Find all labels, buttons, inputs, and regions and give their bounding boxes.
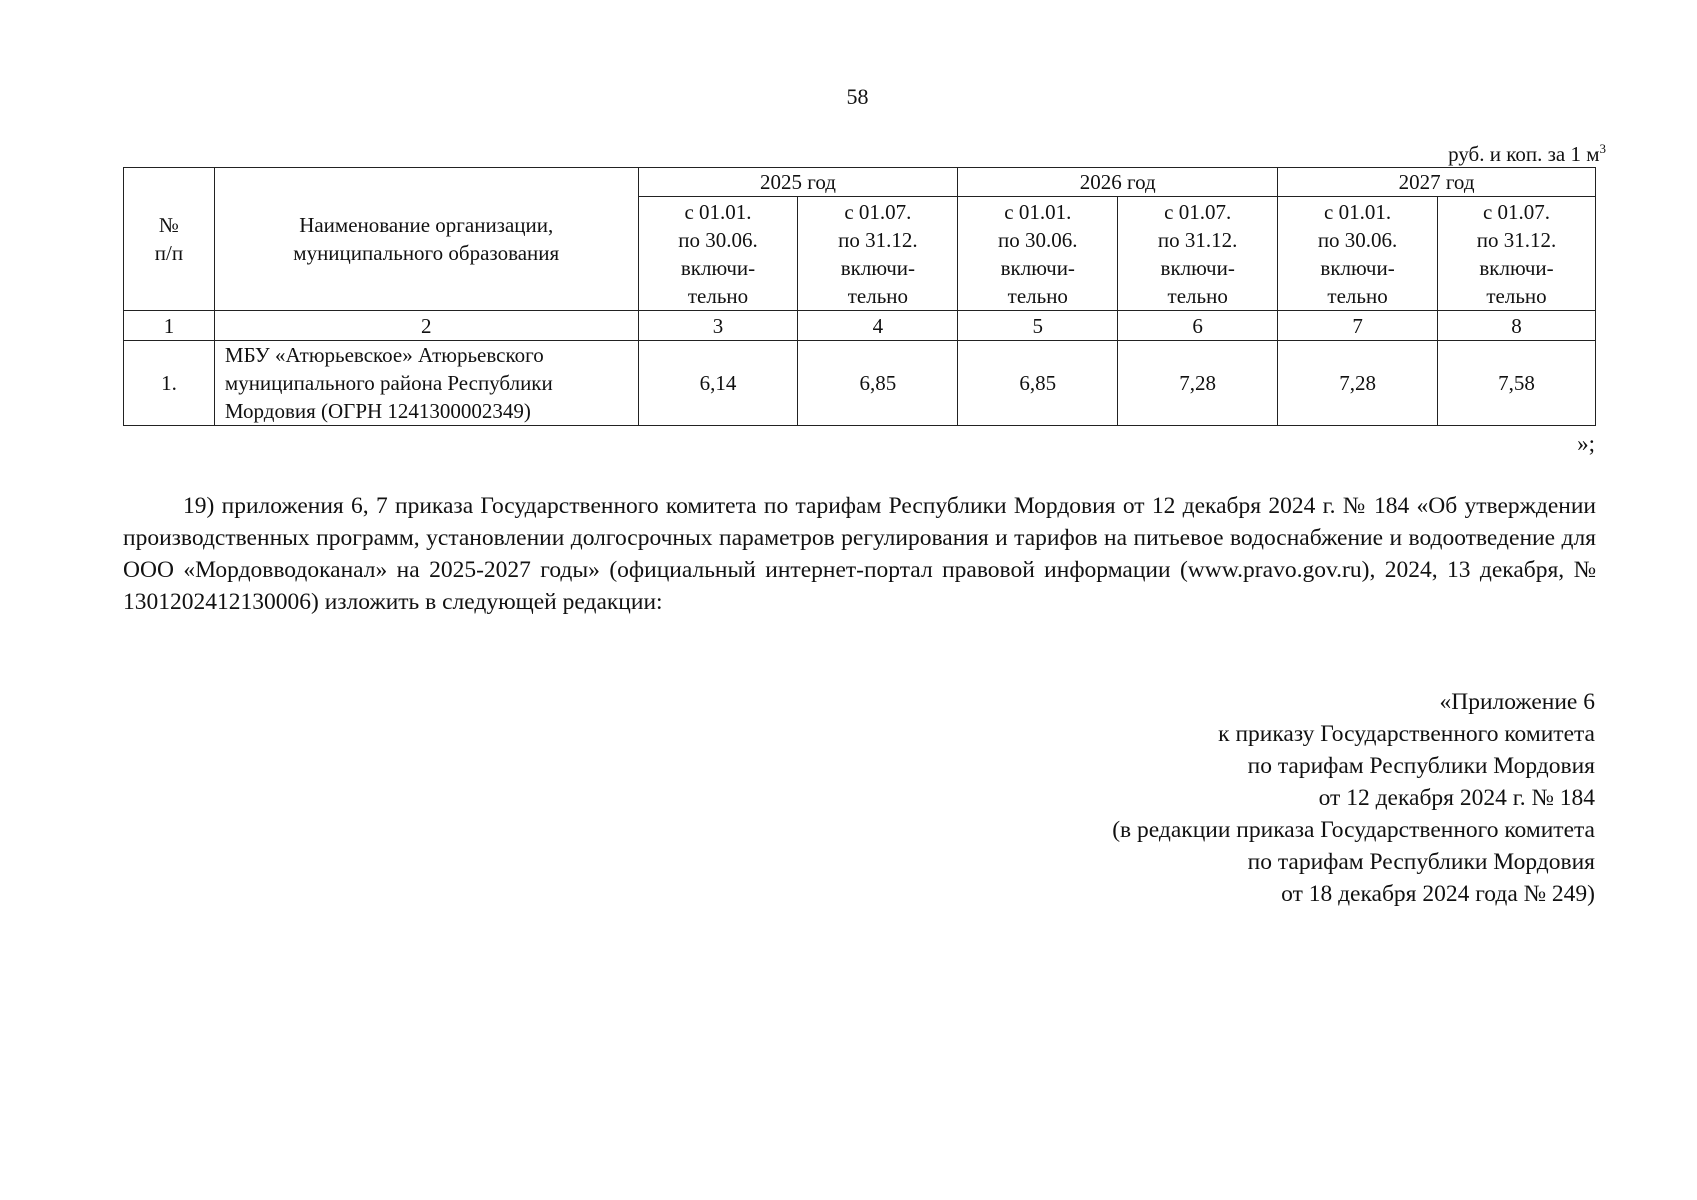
appendix-line: к приказу Государственного комитета <box>1218 721 1595 747</box>
organization-name-line: Мордовия (ОГРН 1241300002349) <box>224 399 531 423</box>
header-year-2026: 2026 год <box>958 168 1278 197</box>
page-number: 58 <box>846 84 869 109</box>
column-number: 8 <box>1438 311 1596 341</box>
table-column-numbers-row <box>124 311 1596 341</box>
column-number: 4 <box>798 311 958 341</box>
row-number: 1. <box>124 341 215 426</box>
appendix-line: по тарифам Республики Мордовия <box>1247 849 1595 875</box>
appendix-line: по тарифам Республики Мордовия <box>1247 753 1595 779</box>
units-text: руб. и коп. за 1 м <box>1448 142 1600 166</box>
tariff-value: 7,28 <box>1118 341 1278 426</box>
units-superscript: 3 <box>1599 141 1606 156</box>
tariff-value: 7,58 <box>1438 341 1596 426</box>
column-number: 3 <box>638 311 798 341</box>
header-period: с 01.01. по 30.06. включи- тельно <box>1278 197 1438 311</box>
header-period: с 01.07. по 31.12. включи- тельно <box>1438 197 1596 311</box>
header-period: с 01.01. по 30.06. включи- тельно <box>958 197 1118 311</box>
header-period: с 01.01. по 30.06. включи- тельно <box>638 197 798 311</box>
column-number: 6 <box>1118 311 1278 341</box>
amendment-paragraph: 19) приложения 6, 7 приказа Государственного комитета по тарифам Республики Мордовия от 12 декабря 2024 г. № 184 «Об утверждении производственных программ, установлении долгосрочных параметров регулирования и тарифов на питьевое водоснабжение и водоотведение для ООО «Мордовводоканал» на 2025-2027 годы» (официальный интернет-портал правовой информации (www.pravo.gov.ru), 2024, 13 декабря, № 1301202412130006) изложить в следующей редакции: <box>123 493 1596 615</box>
organization-name <box>214 341 638 426</box>
organization-name-line: муниципального района Республики <box>224 371 553 395</box>
table-row <box>124 341 1596 426</box>
header-num: № п/п <box>124 168 215 311</box>
organization-name-line: МБУ «Атюрьевское» Атюрьевского <box>224 343 544 367</box>
tariff-value: 6,85 <box>798 341 958 426</box>
appendix-header <box>1112 686 1595 910</box>
tariff-value: 6,85 <box>958 341 1118 426</box>
header-period: с 01.07. по 31.12. включи- тельно <box>1118 197 1278 311</box>
tariff-value: 7,28 <box>1278 341 1438 426</box>
closing-quote: »; <box>1577 431 1595 456</box>
units-label <box>1448 141 1606 167</box>
appendix-line: (в редакции приказа Государственного комитета <box>1112 817 1595 843</box>
header-year-2025: 2025 год <box>638 168 958 197</box>
column-number: 5 <box>958 311 1118 341</box>
appendix-line: от 18 декабря 2024 года № 249) <box>1281 881 1595 907</box>
header-year-2027: 2027 год <box>1278 168 1596 197</box>
appendix-line: «Приложение 6 <box>1439 689 1595 715</box>
column-number: 7 <box>1278 311 1438 341</box>
table-header-row-years <box>124 168 1596 197</box>
tariff-table <box>123 167 1596 426</box>
appendix-line: от 12 декабря 2024 г. № 184 <box>1318 785 1595 811</box>
tariff-value: 6,14 <box>638 341 798 426</box>
header-period: с 01.07. по 31.12. включи- тельно <box>798 197 958 311</box>
column-number: 1 <box>124 311 215 341</box>
header-name: Наименование организации, муниципального образования <box>214 168 638 311</box>
column-number: 2 <box>214 311 638 341</box>
